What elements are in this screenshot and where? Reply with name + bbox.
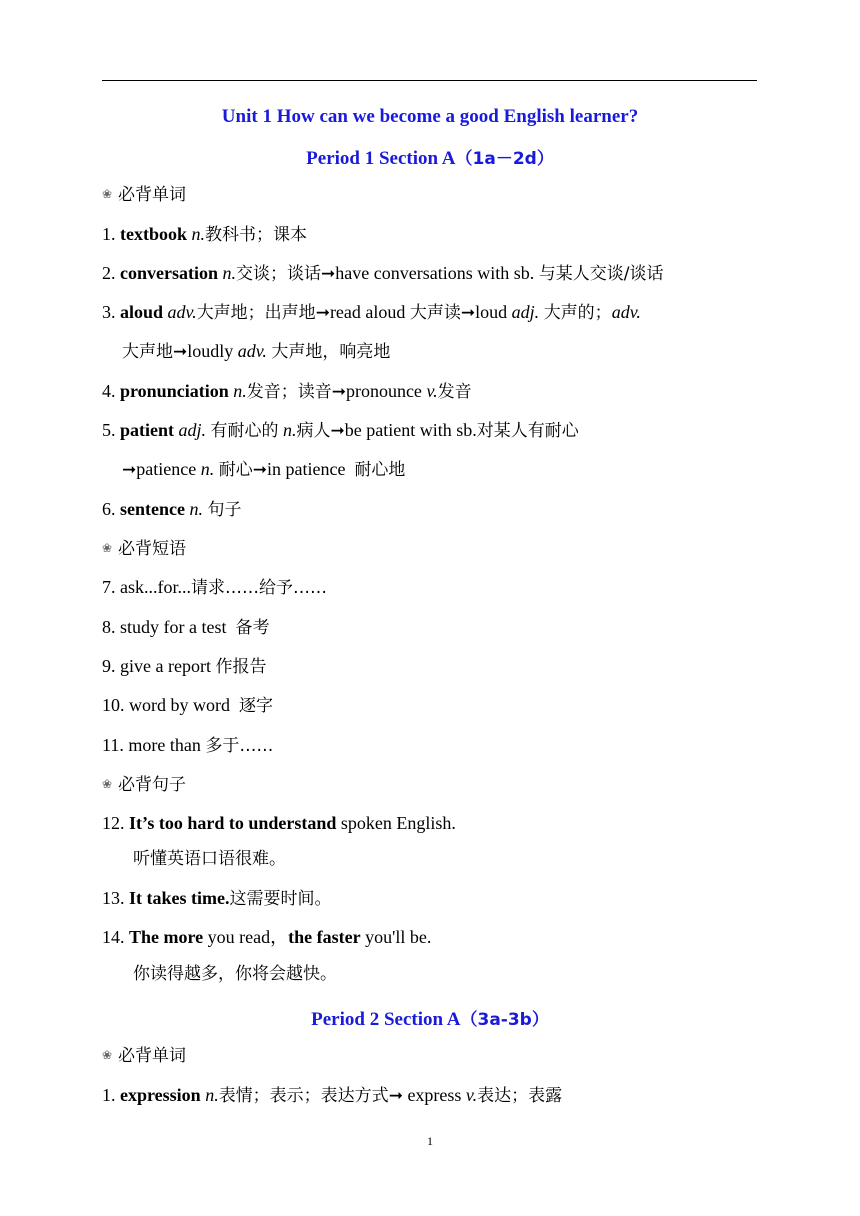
item-6: 6. sentence n. 句子 xyxy=(102,499,242,520)
section-sentences-label: 必背句子 xyxy=(118,775,186,795)
item-8: 8. study for a test 备考 xyxy=(102,617,270,638)
item-13: 13. It takes time.这需要时间。 xyxy=(102,888,332,909)
item-1: 1. textbook n.教科书；课本 xyxy=(102,224,307,245)
section-phrases-heading xyxy=(102,537,186,560)
flower-bullet-icon: ❀ xyxy=(102,541,113,555)
item-14: 14. The more you read，the faster you'll be. xyxy=(102,927,432,947)
item-2: 2. conversation n.交谈；谈话➞have conversations with sb. 与某人交谈/谈话 xyxy=(102,263,664,284)
unit-title: Unit 1 How can we become a good English learner? xyxy=(221,106,639,127)
period-2-heading xyxy=(0,1005,860,1031)
item-11: 11. more than 多于…… xyxy=(102,735,274,756)
item-5-cont: ➞patience n. 耐心➞in patience 耐心地 xyxy=(122,459,406,480)
item-5: 5. patient adj. 有耐心的 n.病人➞be patient with sb.对某人有耐心 xyxy=(102,420,579,441)
item-4: 4. pronunciation n.发音；读音➞pronounce v.发音 xyxy=(102,381,472,402)
flower-bullet-icon: ❀ xyxy=(102,1048,113,1062)
section-words-label: 必背单词 xyxy=(118,185,186,205)
page-number: 1 xyxy=(427,1134,433,1148)
item-3-cont: 大声地➞loudly adv. 大声地，响亮地 xyxy=(122,341,391,362)
period-2-range: （3a-3b） xyxy=(460,1010,549,1030)
period-1-range: （1a－2d） xyxy=(455,149,554,169)
header-rule xyxy=(102,80,757,81)
item-14-translation: 你读得越多，你将会越快。 xyxy=(133,964,337,984)
item-12-translation: 听懂英语口语很难。 xyxy=(133,849,286,869)
flower-bullet-icon: ❀ xyxy=(102,187,113,201)
period-1-label: Period 1 Section A xyxy=(306,148,456,169)
section-phrases-label: 必背短语 xyxy=(118,539,186,559)
period-1-heading xyxy=(0,144,860,170)
item-9: 9. give a report 作报告 xyxy=(102,656,267,677)
section-words-heading xyxy=(102,183,186,206)
item-12: 12. It’s too hard to understand spoken English. xyxy=(102,813,456,833)
section-words-heading-2 xyxy=(102,1044,186,1067)
flower-bullet-icon: ❀ xyxy=(102,777,113,791)
period-2-label: Period 2 Section A xyxy=(311,1009,461,1030)
section-words-label-2: 必背单词 xyxy=(118,1046,186,1066)
p2-item-1: 1. expression n.表情；表示；表达方式➞ express v.表达；表露 xyxy=(102,1085,563,1106)
item-10: 10. word by word 逐字 xyxy=(102,695,273,716)
section-sentences-heading xyxy=(102,773,186,796)
item-3: 3. aloud adv.大声地；出声地➞read aloud 大声读➞loud adj. 大声的；adv. xyxy=(102,302,641,323)
item-7: 7. ask...for...请求……给予…… xyxy=(102,577,327,598)
